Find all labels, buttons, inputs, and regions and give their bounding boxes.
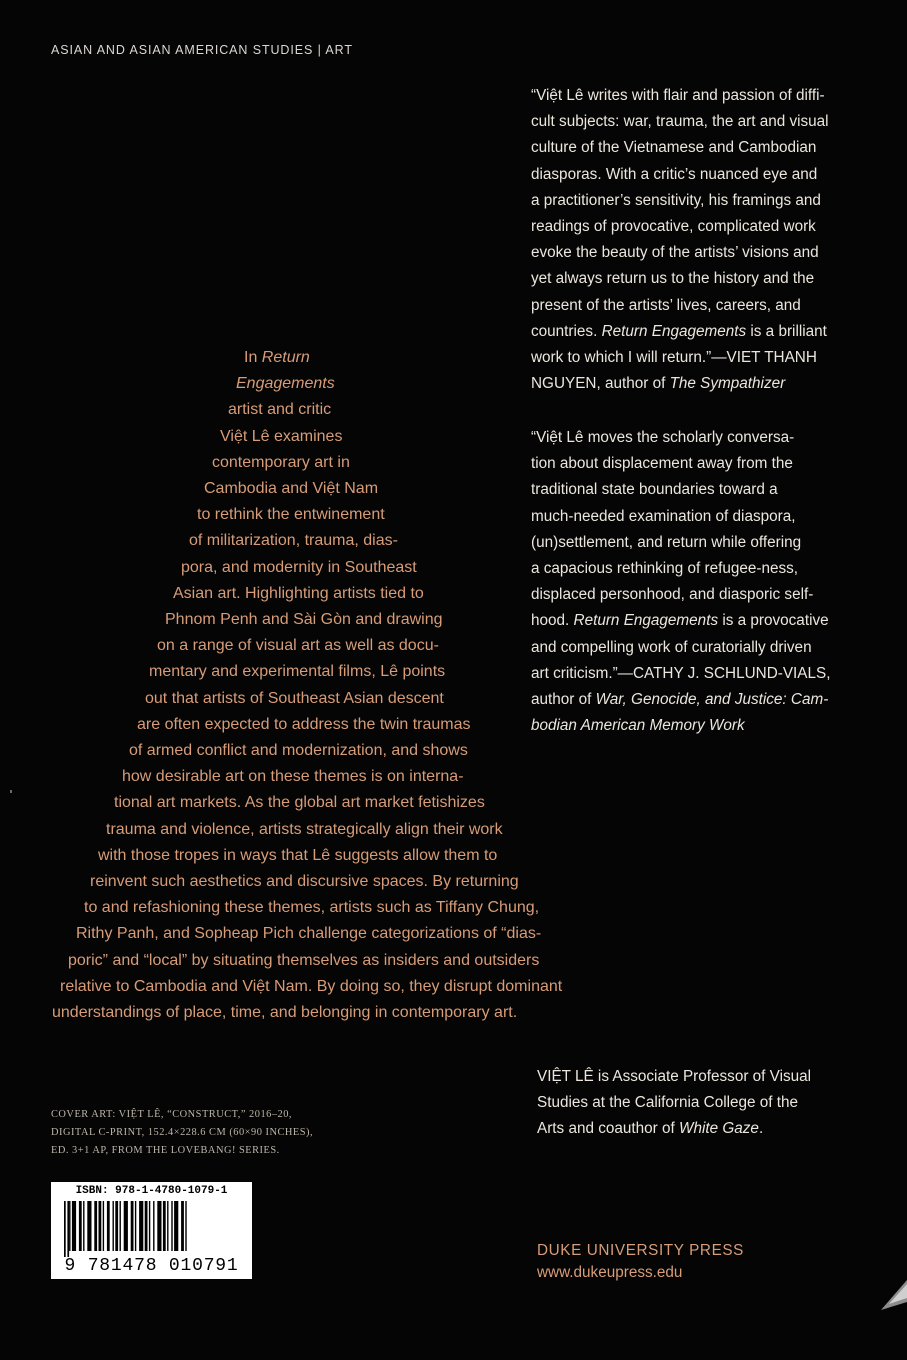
blurb-line: a capacious rethinking of refugee-ness, [531, 560, 799, 578]
description-line: out that artists of Southeast Asian descent [145, 690, 444, 707]
description-line: Rithy Panh, and Sopheap Pich challenge categorizations of “dias- [76, 925, 542, 942]
blurb-line [531, 713, 830, 739]
book-title: Return Engagements [601, 322, 747, 340]
blurb-line: a practitioner’s sensitivity, his framings and [531, 191, 821, 209]
description-line: are often expected to address the twin traumas [137, 716, 471, 733]
description-line: on a range of visual art as well as docu- [157, 637, 439, 654]
isbn-digits: 9 781478 010791 [64, 1256, 239, 1276]
isbn-barcode [51, 1182, 252, 1279]
blurb-text: author of [531, 691, 596, 709]
blurb-line [531, 608, 830, 634]
blurb-line: displaced personhood, and diasporic self- [531, 586, 814, 604]
book-title: White Gaze [679, 1120, 759, 1138]
publisher-url[interactable]: www.dukeupress.edu [537, 1264, 683, 1281]
book-title: Return [261, 349, 310, 366]
barcode-bar [163, 1201, 166, 1251]
barcode-bar [67, 1201, 69, 1257]
blurb-line: diasporas. With a critic’s nuanced eye and [531, 165, 818, 183]
blurb-line: traditional state boundaries toward a [531, 481, 778, 499]
description-line: pora, and modernity in Southeast [181, 559, 417, 576]
description-line: understandings of place, time, and belonging in contemporary art. [52, 1004, 518, 1021]
description-line: of armed conflict and modernization, and shows [129, 742, 468, 759]
author-bio [537, 1064, 811, 1143]
barcode-bar [124, 1201, 128, 1251]
description-line: poric” and “local” by situating themselves as insiders and outsiders [68, 952, 540, 969]
barcode-bar [99, 1201, 102, 1251]
barcode-bar [139, 1201, 143, 1251]
description-line: of militarization, trauma, dias- [189, 532, 398, 549]
blurb-line: much-needed examination of diaspora, [531, 507, 796, 525]
description-line: Việt Lê examines [220, 428, 343, 445]
description-line: contemporary art in [212, 454, 350, 471]
description-line: relative to Cambodia and Việt Nam. By doing so, they disrupt dominant [60, 978, 563, 995]
dust-speck [10, 790, 12, 793]
blurb-text: countries. [531, 322, 602, 340]
barcode-bar [115, 1201, 118, 1251]
barcode-bar [174, 1201, 178, 1251]
barcode-bar [135, 1201, 136, 1251]
description-line: trauma and violence, artists strategically align their work [106, 821, 503, 838]
description-line: artist and critic [228, 401, 332, 418]
bio-text: . [758, 1120, 764, 1138]
barcode-bar [79, 1201, 82, 1251]
barcode-bar [64, 1201, 66, 1257]
category-label: ASIAN AND ASIAN AMERICAN STUDIES | ART [51, 43, 353, 57]
barcode-bar [181, 1201, 184, 1251]
barcode-bar [131, 1201, 134, 1251]
blurb-line: evoke the beauty of the artists’ visions and [531, 244, 819, 262]
barcode-bar [69, 1201, 70, 1251]
blurb-line: readings of provocative, complicated work [531, 218, 816, 236]
barcode-bar [185, 1201, 186, 1251]
barcode-bar [87, 1201, 91, 1251]
credit-line: COVER ART: VIỆT LÊ, “CONSTRUCT,” 2016–20, [51, 1109, 293, 1120]
isbn-label: ISBN: 978-1-4780-1079-1 [75, 1185, 228, 1197]
barcode-bar [149, 1201, 150, 1251]
blurb-line: “Việt Lê writes with flair and passion of diffi- [531, 87, 825, 104]
cover-art-credit [51, 1106, 313, 1160]
credit-line: ED. 3+1 AP, FROM THE LOVEBANG! SERIES. [51, 1145, 280, 1156]
blurb-line: yet always return us to the history and the [531, 270, 815, 288]
description-line: mentary and experimental films, Lê points [149, 663, 446, 680]
description-line: Phnom Penh and Sài Gòn and drawing [165, 611, 443, 628]
description-line [236, 371, 335, 397]
description-line: reinvent such aesthetics and discursive spaces. By returning [90, 873, 519, 890]
barcode-bar [167, 1201, 168, 1251]
description-line: with those tropes in ways that Lê suggests allow them to [98, 847, 498, 864]
barcode-bar [171, 1201, 172, 1251]
barcode-bar [113, 1201, 114, 1251]
bio-line [537, 1116, 811, 1142]
description-line: tional art markets. As the global art market fetishizes [114, 794, 485, 811]
bio-line: VIỆT LÊ is Associate Professor of Visual [537, 1068, 812, 1085]
blurb-line: (un)settlement, and return while offering [531, 533, 802, 551]
blurb-line [531, 319, 829, 345]
barcode-bar [94, 1201, 97, 1251]
blurb-text: is a brilliant [746, 322, 827, 340]
book-title: War, Genocide, and Justice: Cam- [595, 691, 829, 709]
book-title: Return Engagements [573, 612, 719, 630]
barcode-bar [120, 1201, 121, 1251]
barcode-bar [103, 1201, 104, 1251]
description-text: In [244, 349, 262, 366]
blurb-line: tion about displacement away from the [531, 455, 793, 473]
corner-glint-icon [867, 1280, 907, 1310]
blurb-line: and compelling work of curatorially driven [531, 638, 812, 656]
blurb-line: cult subjects: war, trauma, the art and visual [531, 113, 829, 131]
bio-line: Studies at the California College of the [537, 1094, 799, 1112]
blurb-line [531, 687, 830, 713]
description-line: Cambodia and Việt Nam [204, 480, 379, 497]
barcode-bar [83, 1201, 84, 1251]
book-title: bodian American Memory Work [531, 717, 745, 735]
barcode-bars-icon [64, 1201, 240, 1257]
book-title: Engagements [236, 375, 335, 392]
barcode-bar [145, 1201, 148, 1251]
bio-text: Arts and coauthor of [537, 1120, 680, 1138]
barcode-bar [72, 1201, 76, 1251]
description-line: to and refashioning these themes, artists such as Tiffany Chung, [84, 899, 540, 916]
blurb-line: present of the artists’ lives, careers, and [531, 296, 801, 314]
blurb-cathy-schlund-vials [531, 425, 830, 739]
description-line: Asian art. Highlighting artists tied to [173, 585, 424, 602]
blurb-text: hood. [531, 612, 574, 630]
blurb-viet-thanh-nguyen [531, 83, 829, 397]
description-line [244, 345, 310, 371]
publisher-name: DUKE UNIVERSITY PRESS [537, 1242, 744, 1259]
blurb-line: culture of the Vietnamese and Cambodian [531, 139, 817, 157]
barcode-bar [153, 1201, 154, 1251]
credit-line: DIGITAL C-PRINT, 152.4×228.6 CM (60×90 INCHES), [51, 1127, 314, 1138]
book-title: The Sympathizer [669, 375, 786, 393]
blurb-line: work to which I will return.”—VIET THANH [531, 349, 817, 367]
description-line: to rethink the entwinement [197, 506, 385, 523]
description-line: how desirable art on these themes is on interna- [122, 768, 464, 785]
blurb-text: NGUYEN, author of [531, 375, 670, 393]
blurb-line: “Việt Lê moves the scholarly conversa- [531, 429, 795, 446]
barcode-bar [157, 1201, 161, 1251]
blurb-line [531, 371, 829, 397]
barcode-bar [107, 1201, 110, 1251]
blurb-text: is a provocative [718, 612, 829, 630]
blurb-line: art criticism.”—CATHY J. SCHLUND-VIALS, [531, 664, 831, 682]
